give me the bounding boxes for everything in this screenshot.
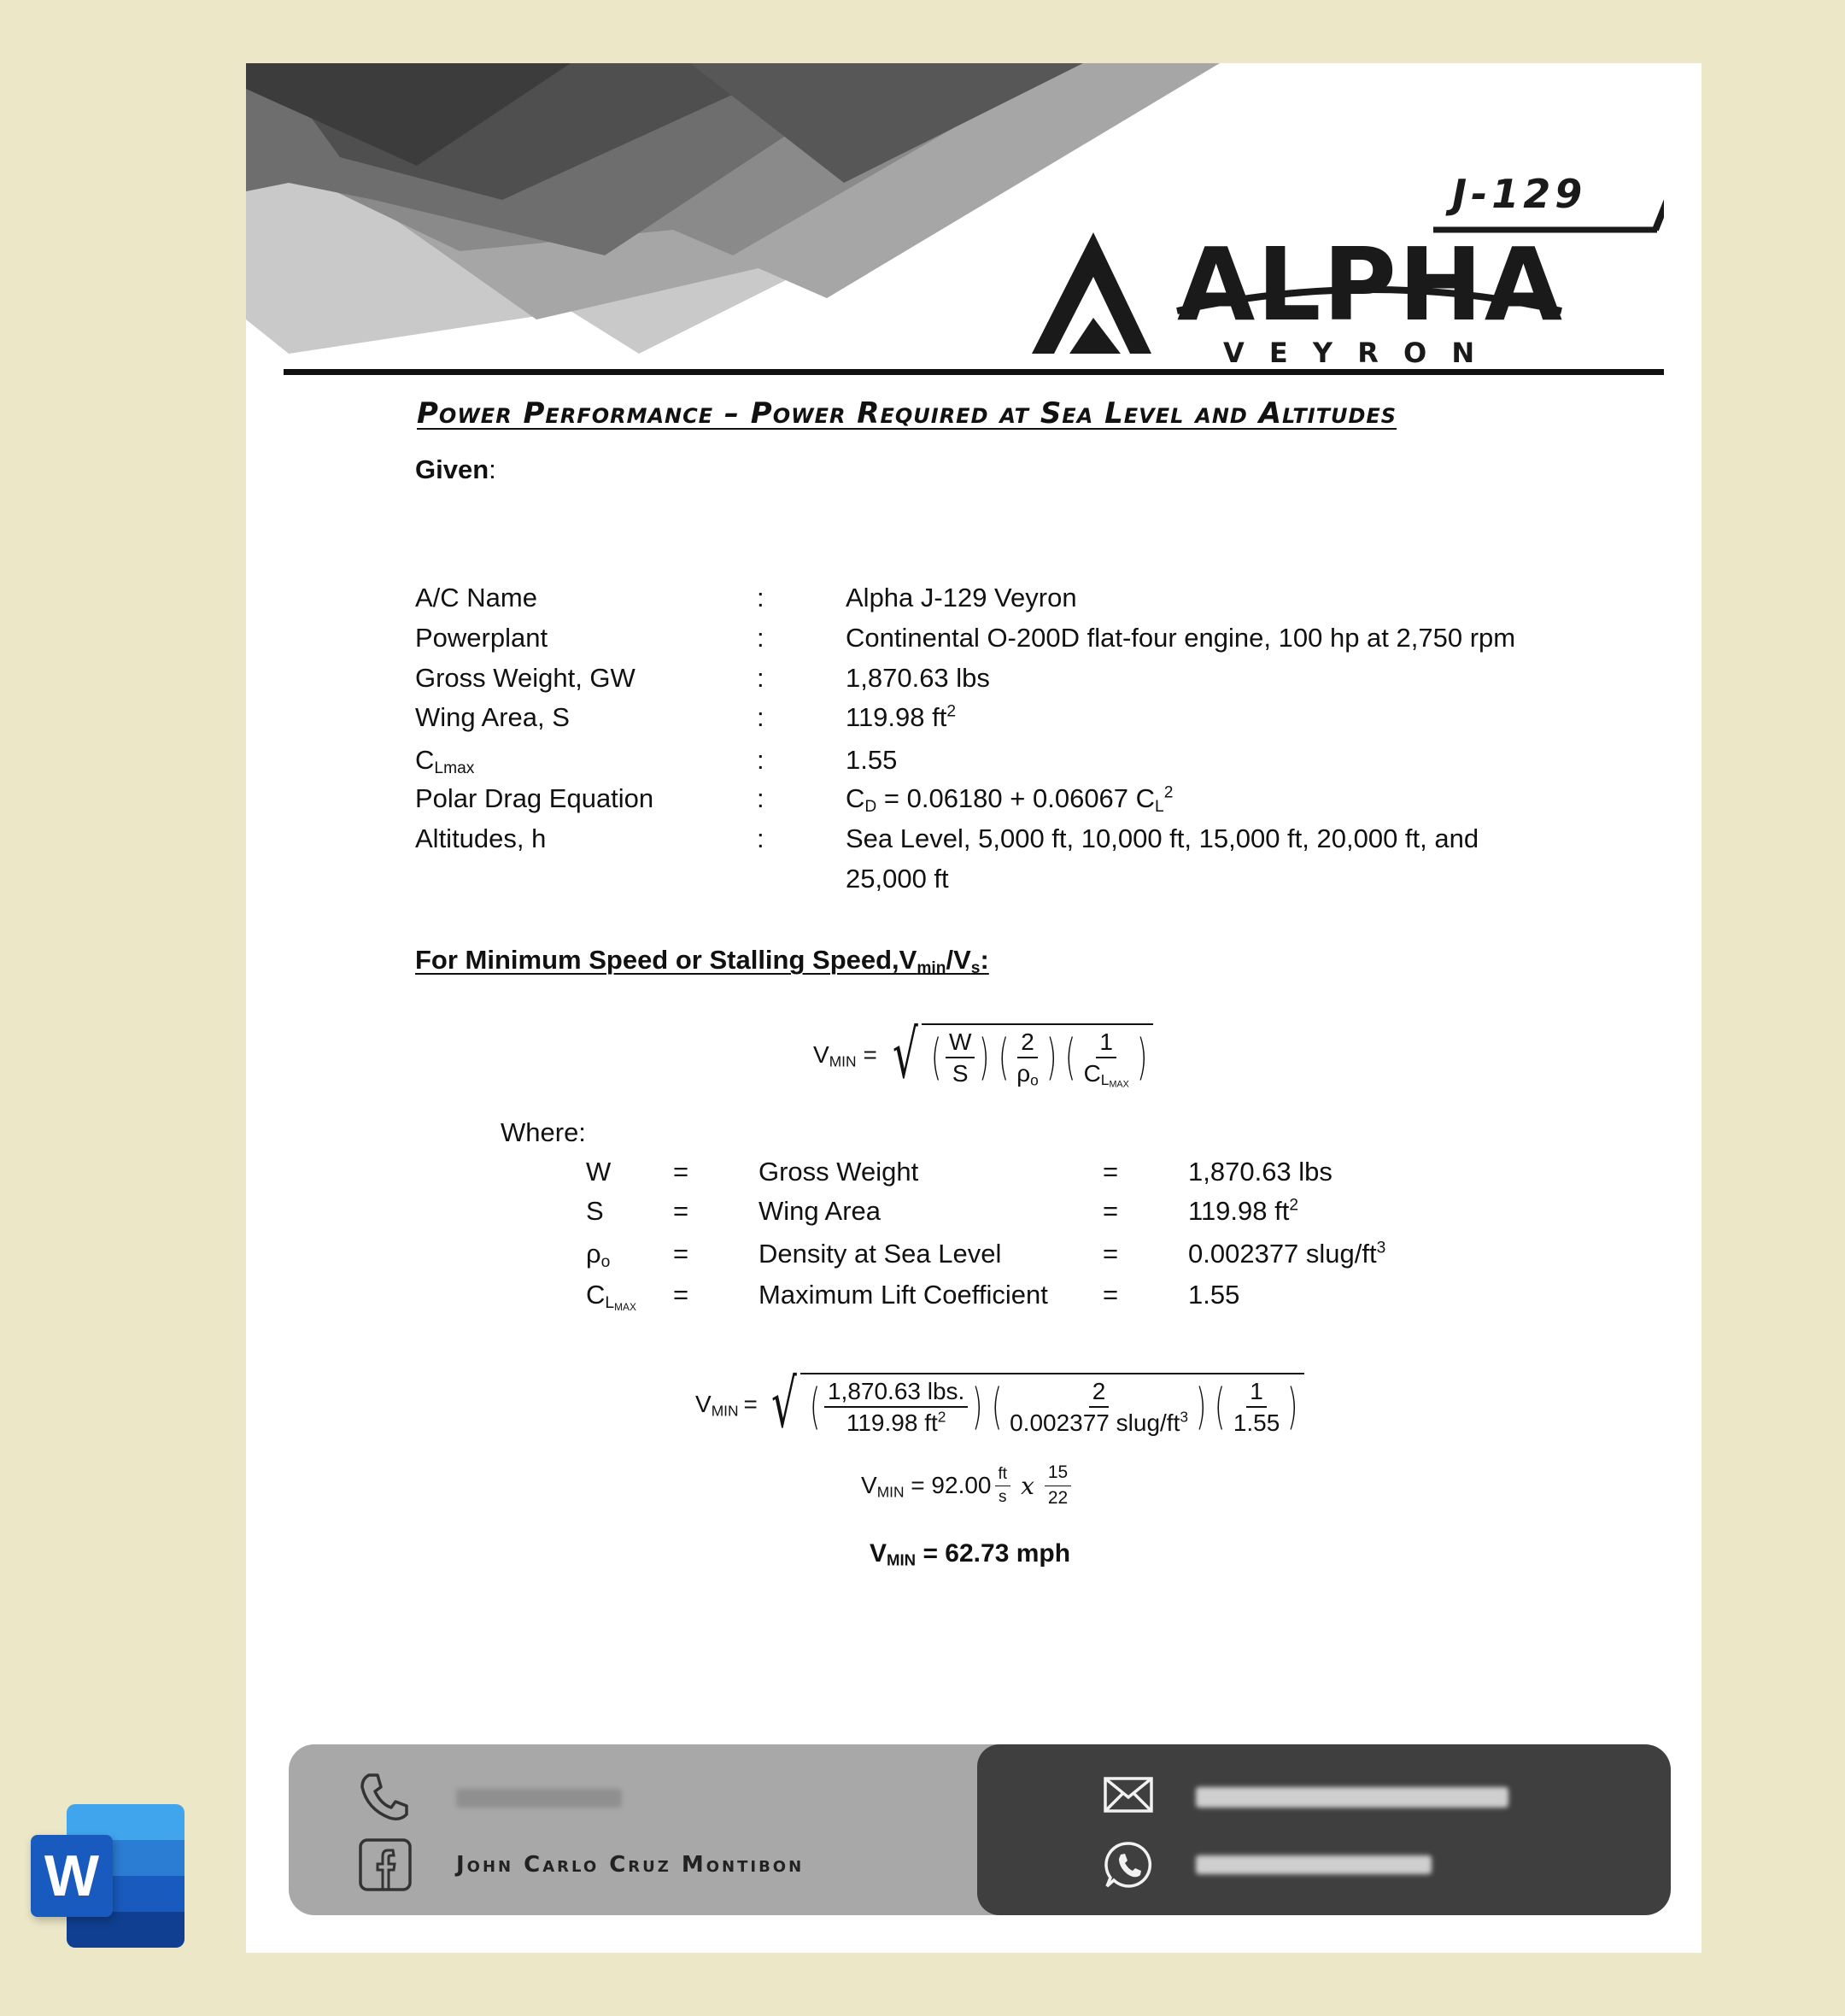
where-equals: = xyxy=(1103,1239,1119,1269)
given-label: A/C Name xyxy=(415,583,537,612)
where-equals: = xyxy=(673,1239,689,1269)
where-label: Where: xyxy=(501,1117,586,1147)
given-separator: : xyxy=(757,783,764,813)
given-separator: : xyxy=(757,623,764,653)
given-heading: Given: xyxy=(415,454,496,484)
footer-contact-right xyxy=(977,1744,1671,1915)
footer-name: John Carlo Cruz Montibon xyxy=(456,1852,805,1878)
where-equals: = xyxy=(1103,1280,1119,1310)
given-separator: : xyxy=(757,702,764,732)
where-value: 1,870.63 lbs xyxy=(1188,1157,1332,1187)
footer-contact-left xyxy=(289,1744,998,1915)
logo xyxy=(1015,97,1664,371)
where-equals: = xyxy=(1103,1157,1119,1187)
where-description: Gross Weight xyxy=(758,1157,919,1187)
where-equals: = xyxy=(1103,1196,1119,1226)
facebook-icon xyxy=(359,1838,412,1891)
given-label: Powerplant xyxy=(415,623,548,653)
phone-number-redacted xyxy=(456,1789,622,1808)
sqrt-symbol: √ ( $\frac{W}{S}$ ) ( $\frac{2}{\rho_o}$ ) ( $\frac{1}{C_{L_{MAX}}}$ ) xyxy=(884,1023,1153,1087)
logo-subbrand: V E Y R O N xyxy=(1223,337,1483,369)
document-title: Power Performance – Power Required at Sea Level and Altitudes xyxy=(417,396,1397,431)
where-equals: = xyxy=(673,1196,689,1226)
where-symbol: W xyxy=(586,1157,612,1187)
header-rule xyxy=(284,369,1664,375)
given-value: 1.55 xyxy=(846,745,898,775)
email-redacted xyxy=(1196,1787,1508,1808)
vmin-result: $V_{MIN} = 62.73$ mph xyxy=(870,1539,1071,1569)
given-separator: : xyxy=(757,823,764,853)
phone-icon xyxy=(357,1770,412,1825)
given-label: Altitudes, h xyxy=(415,823,547,853)
given-value: Alpha J-129 Veyron xyxy=(846,583,1077,612)
given-separator: : xyxy=(757,583,764,612)
section-heading: For Minimum Speed or Stalling $Speed,V_{min}/V_s$: xyxy=(415,945,989,977)
where-equals: = xyxy=(673,1157,689,1187)
given-value: Continental O-200D flat-four engine, 100 hp at 2,750 rpm xyxy=(846,623,1516,653)
whatsapp-redacted xyxy=(1196,1855,1432,1874)
where-value: 1.55 xyxy=(1188,1280,1240,1310)
word-icon[interactable] xyxy=(31,1804,184,1948)
given-label: Polar Drag Equation xyxy=(415,783,654,813)
whatsapp-icon xyxy=(1104,1840,1153,1890)
given-value: 119.98 $ft^2$ xyxy=(846,702,957,732)
vmin-substitution: $V_{MIN}$ = √ ( $\frac{\text{1,870.63 lbs.}}{119.98 ft^2}$ ) ( $\frac{2}{0.002377 slug/ft^3}$ ) ( $\frac{1}{1.55}$ ) xyxy=(695,1353,1304,1456)
given-label: $C_{Lmax}$ xyxy=(415,745,475,777)
given-label: Gross Weight, GW xyxy=(415,663,636,693)
vmin-step2: $V_{MIN}$ = 92.00 $\frac{ft}{s}$ x $\frac{15}{22}$ xyxy=(861,1456,1071,1515)
where-symbol: $\rho_o$ xyxy=(586,1239,611,1271)
mail-icon xyxy=(1104,1777,1153,1813)
word-icon-letter: W xyxy=(44,1843,100,1908)
where-value: 0.002377 slug/$ft^3$ xyxy=(1188,1239,1386,1269)
where-description: Maximum Lift Coefficient xyxy=(758,1280,1048,1310)
logo-model: J-129 xyxy=(1452,171,1587,217)
where-description: Density at Sea Level xyxy=(758,1239,1002,1269)
given-value-line2: 25,000 ft xyxy=(846,864,949,894)
given-label: Wing Area, S xyxy=(415,702,570,732)
given-separator: : xyxy=(757,663,764,693)
document-page xyxy=(246,63,1702,1953)
given-value: Sea Level, 5,000 ft, 10,000 ft, 15,000 ft, 20,000 ft, and xyxy=(846,823,1479,853)
given-value: 1,870.63 lbs xyxy=(846,663,990,693)
where-symbol: S xyxy=(586,1196,604,1226)
where-equals: = xyxy=(673,1280,689,1310)
where-value: 119.98 $ft^2$ xyxy=(1188,1196,1299,1226)
given-value: $C_D = 0.06180 + 0.06067$ $C_L^2$ xyxy=(846,783,1174,816)
logo-brand: ALPHA xyxy=(1177,226,1565,343)
vmin-formula: $V_{MIN}$ = √ ( $\frac{W}{S}$ ) ( $\frac{2}{\rho_o}$ ) ( $\frac{1}{C_{L_{MAX}}}$ ) xyxy=(813,999,1153,1111)
given-separator: : xyxy=(757,745,764,775)
where-description: Wing Area xyxy=(758,1196,882,1226)
where-symbol: $C_{L_{MAX}}$ xyxy=(586,1280,636,1313)
